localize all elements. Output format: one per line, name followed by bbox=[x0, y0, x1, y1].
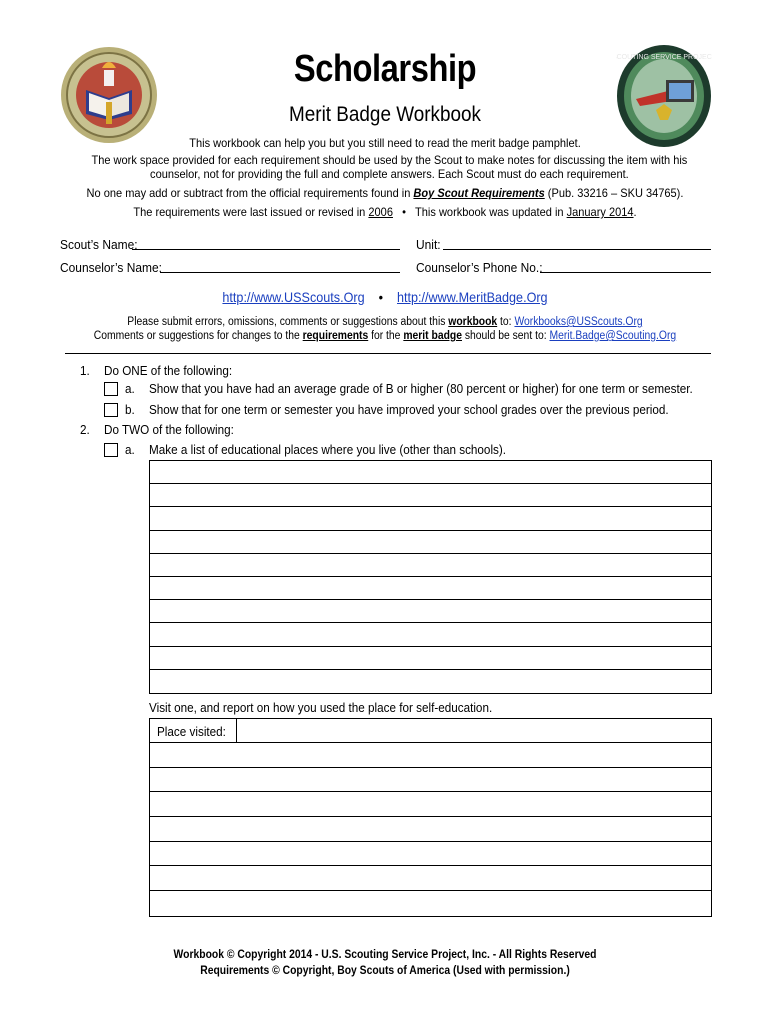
meritbadge-email-link[interactable]: Merit.Badge@Scouting.Org bbox=[549, 330, 677, 342]
list-row[interactable] bbox=[150, 484, 711, 507]
list-row[interactable] bbox=[150, 600, 711, 623]
website-links bbox=[39, 289, 732, 305]
page-subtitle: Merit Badge Workbook bbox=[289, 103, 481, 126]
report-row[interactable] bbox=[150, 743, 711, 768]
req-2-number: 2. bbox=[80, 422, 90, 437]
revision-end: . bbox=[633, 205, 637, 219]
footer-copyright-requirements: Requirements © Copyright, Boy Scouts of America (Used with permission.) bbox=[200, 965, 570, 977]
list-row[interactable] bbox=[150, 647, 711, 670]
list-row[interactable] bbox=[150, 507, 711, 530]
intro-line-1: This workbook can help you but you still need to read the merit badge pamphlet. bbox=[189, 136, 581, 150]
counselors-name-field[interactable] bbox=[160, 272, 400, 273]
req-1b-letter: b. bbox=[125, 402, 135, 417]
list-row[interactable] bbox=[150, 577, 711, 600]
list-row[interactable] bbox=[150, 623, 711, 646]
counselors-name-label: Counselor’s Name: bbox=[60, 260, 162, 275]
intro-line-3-pre: No one may add or subtract from the official requirements found in bbox=[86, 186, 414, 200]
scouts-name-field[interactable] bbox=[132, 249, 400, 250]
report-row[interactable] bbox=[150, 891, 711, 913]
revision-year: 2006 bbox=[368, 205, 393, 219]
report-row[interactable] bbox=[150, 866, 711, 891]
boy-scout-requirements-ref: Boy Scout Requirements bbox=[413, 186, 545, 200]
submit-line-2-mid: for the bbox=[368, 330, 404, 342]
revision-mid: • This workbook was updated in bbox=[392, 205, 567, 219]
submit-line-2-mid-2: should be sent to: bbox=[461, 330, 550, 342]
unit-label: Unit: bbox=[416, 237, 441, 252]
list-row[interactable] bbox=[150, 461, 711, 484]
footer-copyright-workbook: Workbook © Copyright 2014 - U.S. Scouting Service Project, Inc. - All Rights Reserved bbox=[173, 949, 597, 961]
list-row[interactable] bbox=[150, 531, 711, 554]
educational-places-list[interactable] bbox=[149, 460, 712, 694]
report-row[interactable] bbox=[150, 842, 711, 867]
ssp-ring-text: SCOUTING SERVICE PROJECT bbox=[616, 54, 712, 61]
req-1a-checkbox[interactable] bbox=[104, 382, 118, 396]
place-visited-row[interactable] bbox=[150, 719, 711, 743]
intro-line-4 bbox=[31, 205, 739, 219]
updated-date: January 2014 bbox=[566, 205, 634, 219]
counselors-phone-field[interactable] bbox=[540, 272, 711, 273]
revision-pre: The requirements were last issued or revised in bbox=[133, 205, 369, 219]
intro-line-3 bbox=[31, 186, 739, 200]
unit-field[interactable] bbox=[443, 249, 711, 250]
req-1b-checkbox[interactable] bbox=[104, 403, 118, 417]
workbooks-email-link[interactable]: Workbooks@USScouts.Org bbox=[514, 316, 643, 328]
report-row[interactable] bbox=[150, 817, 711, 842]
usscouts-link[interactable]: http://www.USScouts.Org bbox=[222, 289, 365, 305]
page-title: Scholarship bbox=[293, 48, 477, 90]
req-2a-letter: a. bbox=[125, 442, 135, 457]
visit-instruction: Visit one, and report on how you used the place for self-education. bbox=[149, 700, 493, 715]
req-1b-text: Show that for one term or semester you have improved your school grades over the previous period. bbox=[149, 402, 669, 417]
req-1a-text: Show that you have had an average grade of B or higher (80 percent or higher) for one term or semester. bbox=[149, 381, 693, 396]
submit-line-2-pre: Comments or suggestions for changes to the bbox=[93, 330, 303, 342]
place-visited-report[interactable] bbox=[149, 718, 712, 917]
place-visited-label-cell bbox=[150, 719, 237, 742]
report-row[interactable] bbox=[150, 792, 711, 817]
submit-line-1-bold: workbook bbox=[448, 316, 498, 328]
report-row[interactable] bbox=[150, 768, 711, 793]
links-separator: • bbox=[378, 289, 384, 305]
section-divider bbox=[65, 353, 711, 354]
meritbadge-link[interactable]: http://www.MeritBadge.Org bbox=[397, 289, 548, 305]
counselors-phone-label: Counselor’s Phone No.: bbox=[416, 260, 543, 275]
list-row[interactable] bbox=[150, 554, 711, 577]
submit-line-1-mid: to: bbox=[497, 316, 515, 328]
submit-line-1-pre: Please submit errors, omissions, comments or suggestions about this bbox=[127, 316, 449, 328]
req-1-text: Do ONE of the following: bbox=[104, 363, 233, 378]
req-1a-letter: a. bbox=[125, 381, 135, 396]
req-2a-text: Make a list of educational places where you live (other than schools). bbox=[149, 442, 507, 457]
req-2a-checkbox[interactable] bbox=[104, 443, 118, 457]
place-visited-label: Place visited: bbox=[157, 724, 226, 739]
intro-line-3-post: (Pub. 33216 – SKU 34765). bbox=[544, 186, 684, 200]
req-2-text: Do TWO of the following: bbox=[104, 422, 234, 437]
submit-errors-line bbox=[39, 316, 732, 328]
submit-line-2-bold-1: requirements bbox=[302, 330, 369, 342]
scouts-name-label: Scout’s Name: bbox=[60, 237, 138, 252]
list-row[interactable] bbox=[150, 670, 711, 692]
req-1-number: 1. bbox=[80, 363, 90, 378]
submit-suggestions-line bbox=[39, 330, 732, 342]
submit-line-2-bold-2: merit badge bbox=[403, 330, 462, 342]
intro-line-2: The work space provided for each requirement should be used by the Scout to make notes for discussing the item with his counselor, not for providing the full and complete answers. Each Scout must do each requirement. bbox=[91, 153, 688, 181]
